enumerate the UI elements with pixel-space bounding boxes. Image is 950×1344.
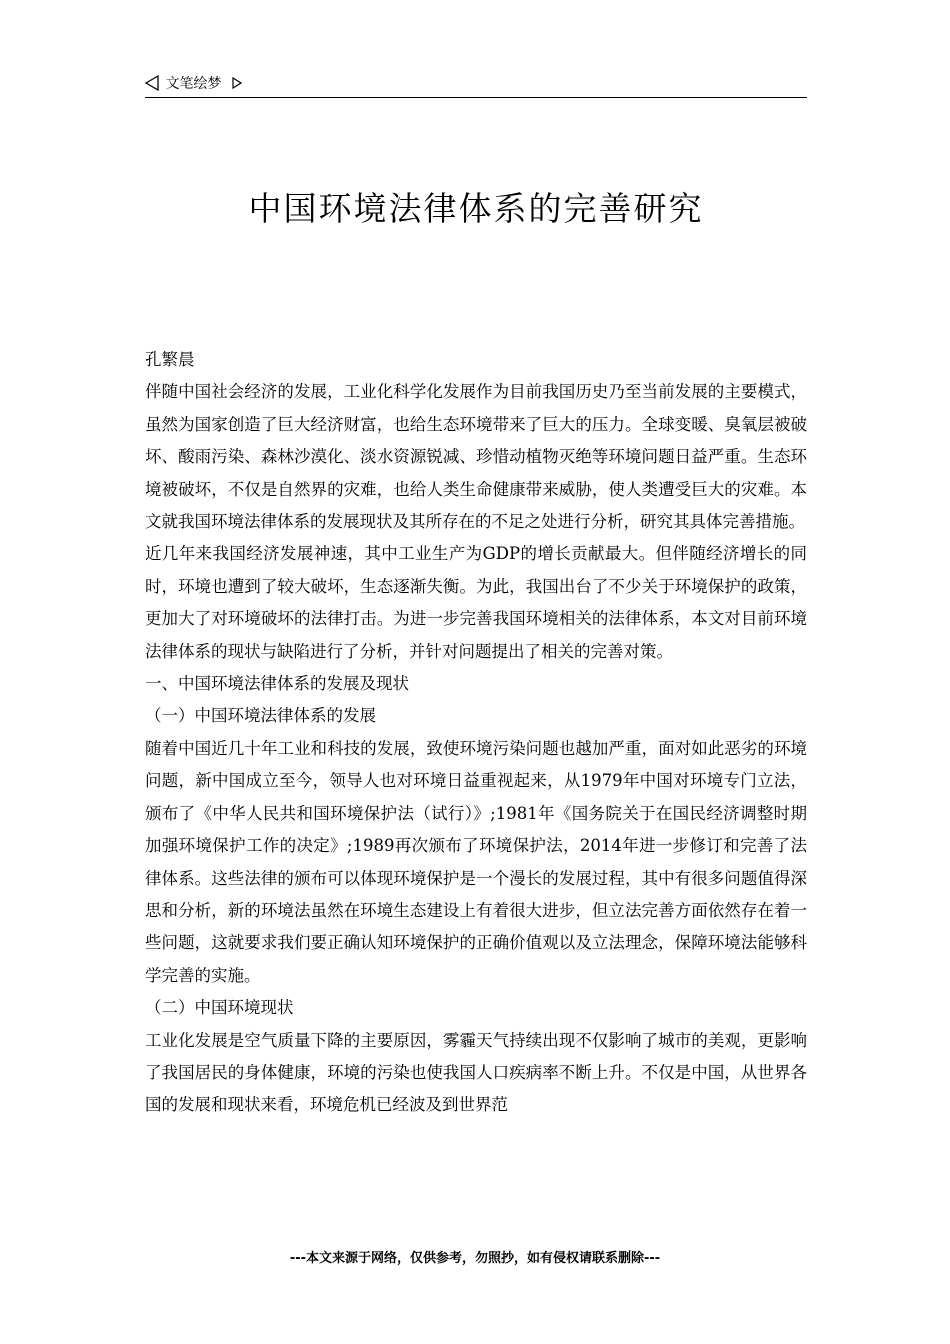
author-line: 孔繁晨 <box>145 350 195 369</box>
subsection-heading: （二）中国环境现状 <box>145 998 294 1018</box>
section-heading: 一、中国环境法律体系的发展及现状 <box>145 674 409 694</box>
document-body <box>145 344 807 1122</box>
document-title: 中国环境法律体系的完善研究 <box>248 189 704 228</box>
header-brand: 文笔绘梦 <box>165 76 222 92</box>
page-header <box>145 73 807 98</box>
paragraph: 工业化发展是空气质量下降的主要原因，雾霾天气持续出现不仅影响了城市的美观，更影响了我国居民的身体健康，环境的污染也使我国人口疾病率不断上升。不仅是中国，从世界各国的发展和现状来看，环境危机已经波及到世界范 <box>145 1030 807 1115</box>
page-footer-disclaimer: ---本文来源于网络，仅供参考，勿照抄，如有侵权请联系删除--- <box>289 1251 661 1266</box>
paragraph: 近几年来我国经济发展神速，其中工业生产为GDP的增长贡献最大。但伴随经济增长的同时，环境也遭到了较大破坏，生态逐渐失衡。为此，我国出台了不少关于环境保护的政策，更加大了对环境破坏的法律打击。为进一步完善我国环境相关的法律体系，本文对目前环境法律体系的现状与缺陷进行了分析，并针对问题提出了相关的完善对策。 <box>145 544 807 661</box>
triangle-left-icon <box>145 75 159 91</box>
triangle-right-icon <box>232 77 242 89</box>
paragraph: 伴随中国社会经济的发展，工业化科学化发展作为目前我国历史乃至当前发展的主要模式，虽然为国家创造了巨大经济财富，也给生态环境带来了巨大的压力。全球变暖、臭氧层被破坏、酸雨污染、森林沙漠化、淡水资源锐减、珍惜动植物灭绝等环境问题日益严重。生态环境被破坏，不仅是自然界的灾难，也给人类生命健康带来威胁，使人类遭受巨大的灾难。本文就我国环境法律体系的发展现状及其所存在的不足之处进行分析，研究其具体完善措施。 <box>145 382 807 532</box>
paragraph: 随着中国近几十年工业和科技的发展，致使环境污染问题也越加严重，面对如此恶劣的环境问题，新中国成立至今，领导人也对环境日益重视起来，从1979年中国对环境专门立法，颁布了《中华人民共和国环境保护法（试行）》;1981年《国务院关于在国民经济调整时期加强环境保护工作的决定》;1989再次颁布了环境保护法，2014年进一步修订和完善了法律体系。这些法律的颁布可以体现环境保护是一个漫长的发展过程，其中有很多问题值得深思和分析，新的环境法虽然在环境生态建设上有着很大进步，但立法完善方面依然存在着一些问题，这就要求我们要正确认知环境保护的正确价值观以及立法理念，保障环境法能够科学完善的实施。 <box>145 738 807 985</box>
subsection-heading: （一）中国环境法律体系的发展 <box>145 706 376 726</box>
